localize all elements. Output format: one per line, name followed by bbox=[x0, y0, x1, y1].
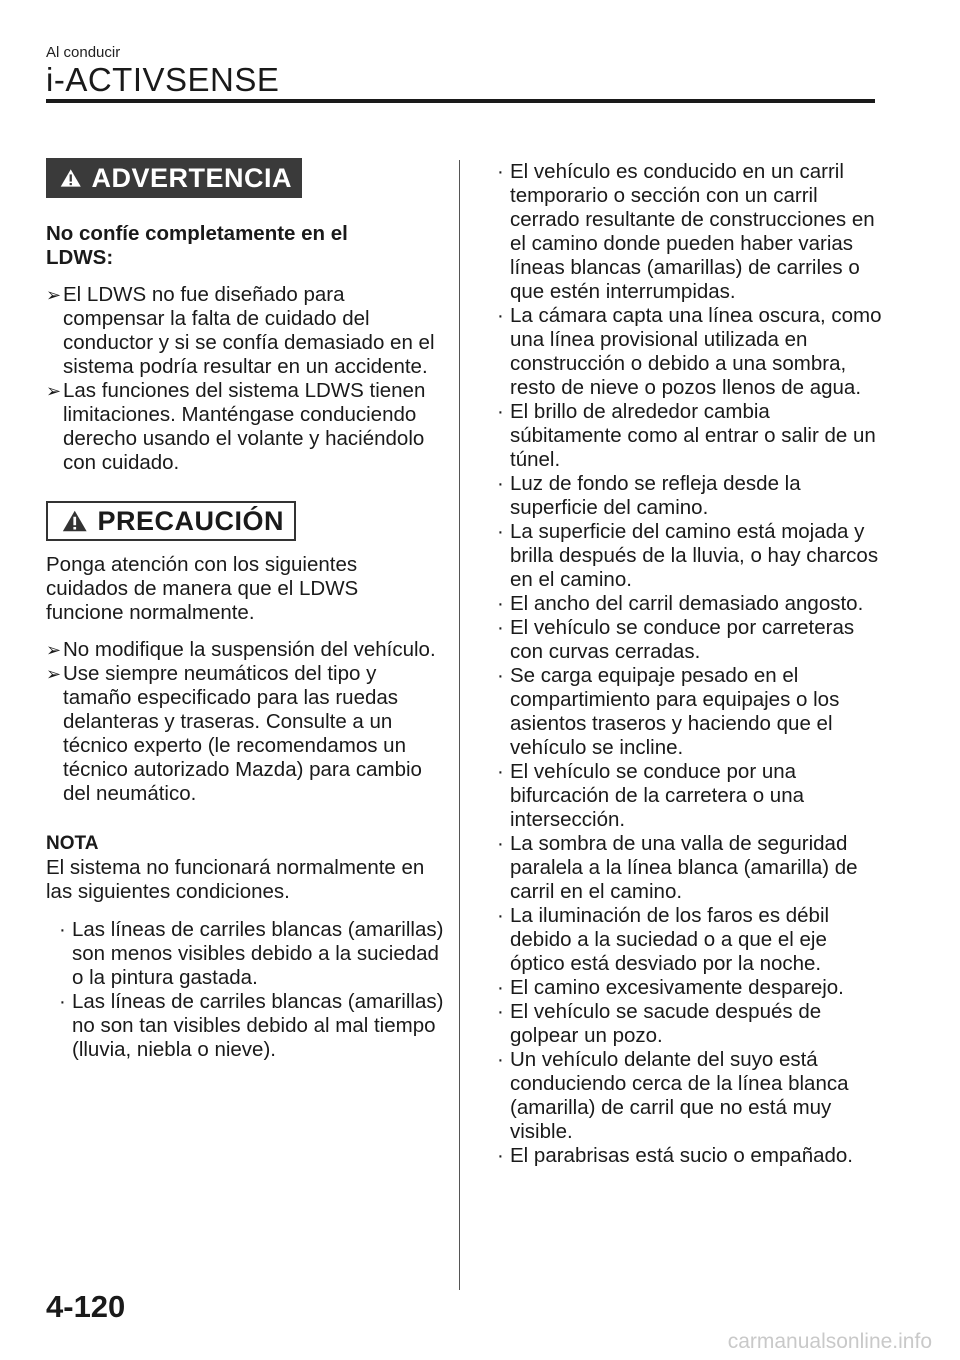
page-header bbox=[46, 44, 875, 98]
right-column bbox=[493, 160, 883, 1168]
arrow-bullet-icon: ➢ bbox=[46, 285, 62, 305]
bullet-dot-icon: · bbox=[497, 760, 504, 783]
bullet-dot-icon: · bbox=[497, 832, 504, 855]
arrow-bullet-icon: ➢ bbox=[46, 664, 62, 684]
list-item: · Las líneas de carriles blancas (amarillas) no son tan visibles debido al mal tiempo (lluvia, niebla o nieve). bbox=[59, 990, 444, 1061]
bullet-dot-icon: · bbox=[497, 664, 504, 687]
bullet-dot-icon: · bbox=[497, 976, 504, 999]
caution-label: PRECAUCIÓN bbox=[97, 506, 284, 536]
note-section bbox=[46, 832, 446, 1062]
bullet-dot-icon: · bbox=[497, 1048, 504, 1071]
list-item: · La cámara capta una línea oscura, como una línea provisional utilizada en construcción o debido a una sombra, resto de nieve o pozos llenos de agua. bbox=[497, 304, 882, 399]
list-item: ➢ El LDWS no fue diseñado para compensar la falta de cuidado del conductor y si se confía demasiado en el sistema podría resultar en un accidente. bbox=[46, 283, 435, 378]
bullet-dot-icon: · bbox=[59, 918, 66, 941]
list-item: ➢ Las funciones del sistema LDWS tienen limitaciones. Manténgase conduciendo derecho usando el volante y haciéndolo con cuidado. bbox=[46, 379, 426, 474]
bullet-dot-icon: · bbox=[497, 1144, 504, 1167]
caution-banner bbox=[46, 501, 296, 541]
warning-triangle-icon bbox=[62, 507, 87, 535]
chapter-title: i-ACTIVSENSE bbox=[46, 61, 280, 98]
page-number: 4-120 bbox=[46, 1289, 126, 1324]
bullet-dot-icon: · bbox=[497, 160, 504, 183]
bullet-dot-icon: · bbox=[497, 904, 504, 927]
list-item: · Luz de fondo se refleja desde la superficie del camino. bbox=[497, 472, 801, 519]
warning-triangle-icon bbox=[60, 164, 81, 192]
list-item: · El parabrisas está sucio o empañado. bbox=[497, 1144, 854, 1167]
list-item: · El vehículo se conduce por una bifurcación de la carretera o una intersección. bbox=[497, 760, 805, 831]
warning-list bbox=[46, 283, 446, 475]
bullet-dot-icon: · bbox=[497, 1000, 504, 1023]
note-title: NOTA bbox=[46, 833, 99, 854]
warning-label: ADVERTENCIA bbox=[91, 163, 292, 193]
bullet-dot-icon: · bbox=[497, 400, 504, 423]
arrow-bullet-icon: ➢ bbox=[46, 381, 62, 401]
list-item: · El brillo de alrededor cambia súbitamente como al entrar o salir de un túnel. bbox=[497, 400, 876, 471]
bullet-dot-icon: · bbox=[59, 990, 66, 1013]
left-column bbox=[46, 158, 446, 1062]
bullet-dot-icon: · bbox=[497, 304, 504, 327]
warning-banner bbox=[46, 158, 302, 198]
header-rule bbox=[46, 99, 875, 103]
bullet-dot-icon: · bbox=[497, 520, 504, 543]
list-item: · La iluminación de los faros es débil debido a la suciedad o a que el eje óptico está desviado por la noche. bbox=[497, 904, 830, 975]
list-item: · La sombra de una valla de seguridad paralela a la línea blanca (amarilla) de carril en el camino. bbox=[497, 832, 858, 903]
list-item: ➢ Use siempre neumáticos del tipo y tamaño especificado para las ruedas delanteras y traseras. Consulte a un técnico experto (le recomendamos un técnico autorizado Mazda) para cambio del neumático. bbox=[46, 662, 422, 805]
list-item: · Un vehículo delante del suyo está conduciendo cerca de la línea blanca (amarilla) de carril que no está muy visible. bbox=[497, 1048, 849, 1143]
warning-lead: No confíe completamente en el LDWS: bbox=[46, 222, 348, 269]
note-text: El sistema no funcionará normalmente en las siguientes condiciones. bbox=[46, 856, 425, 903]
list-item: · El vehículo se sacude después de golpear un pozo. bbox=[497, 1000, 822, 1047]
bullet-dot-icon: · bbox=[497, 472, 504, 495]
caution-lead: Ponga atención con los siguientes cuidados de manera que el LDWS funcione normalmente. bbox=[46, 553, 359, 624]
list-item: · Las líneas de carriles blancas (amarillas) son menos visibles debido a la suciedad o la pintura gastada. bbox=[59, 918, 444, 989]
conditions-list bbox=[493, 160, 883, 1168]
section-label: Al conducir bbox=[46, 44, 121, 61]
bullet-dot-icon: · bbox=[497, 616, 504, 639]
list-item: · El vehículo se conduce por carreteras con curvas cerradas. bbox=[497, 616, 855, 663]
list-item: · La superficie del camino está mojada y brilla después de la lluvia, o hay charcos en el camino. bbox=[497, 520, 879, 591]
note-list bbox=[46, 918, 446, 1062]
list-item: · El ancho del carril demasiado angosto. bbox=[497, 592, 864, 615]
list-item: · El camino excesivamente desparejo. bbox=[497, 976, 844, 999]
list-item: · Se carga equipaje pesado en el compartimiento para equipajes o los asientos traseros y haciendo que el vehículo se incline. bbox=[497, 664, 840, 759]
list-item: · El vehículo es conducido en un carril temporario o sección con un carril cerrado resultante de construcciones en el camino donde pueden haber varias líneas blancas (amarillas) de carriles o que estén interrumpidas. bbox=[497, 160, 875, 303]
caution-list bbox=[46, 638, 446, 806]
watermark: carmanualsonline.info bbox=[727, 1330, 932, 1353]
arrow-bullet-icon: ➢ bbox=[46, 640, 62, 660]
bullet-dot-icon: · bbox=[497, 592, 504, 615]
list-item: ➢ No modifique la suspensión del vehículo. bbox=[46, 638, 436, 661]
column-divider bbox=[459, 160, 460, 1290]
